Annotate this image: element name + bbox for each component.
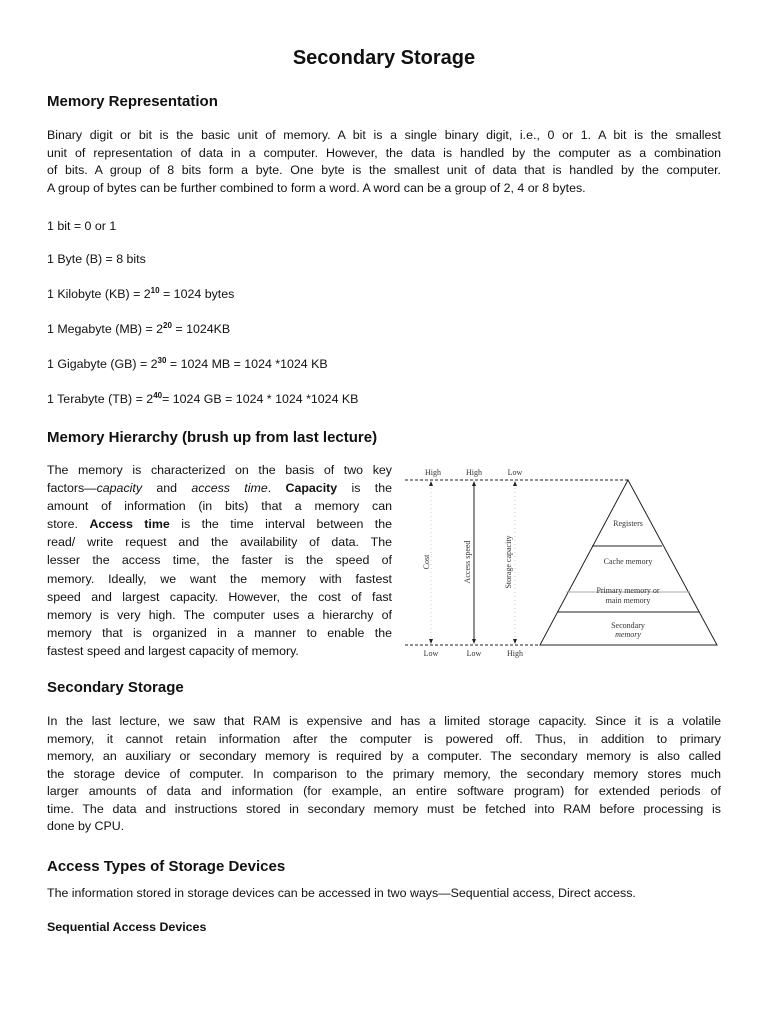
arrow-up-icon	[472, 481, 476, 486]
heading-memory-hierarchy: Memory Hierarchy (brush up from last lecture)	[47, 429, 378, 446]
heading-access-types: Access Types of Storage Devices	[47, 858, 286, 875]
text: store.	[47, 517, 90, 532]
exponent: 40	[153, 391, 163, 400]
level-registers: Registers	[613, 519, 643, 528]
text: = 1024 MB = 1024 *1024 KB	[166, 357, 328, 371]
axis-label-cost: Cost	[422, 554, 431, 570]
arrow-down-icon	[429, 639, 433, 644]
label-top: Low	[507, 468, 523, 477]
text-line: fastest speed and largest capacity of memory.	[47, 643, 299, 658]
text-line: memory that is organized in a manner to enable the	[47, 625, 392, 640]
text-line: memory, an auxiliary or secondary memory is required by a computer. The secondary memory is also called	[47, 749, 721, 763]
label-top: High	[425, 468, 441, 477]
label-bottom: High	[507, 649, 523, 658]
text-line: done by CPU.	[47, 819, 125, 833]
text-line: memory, it cannot retain information after the computer is powered off. Thus, in addition to primary	[47, 731, 721, 746]
arrow-up-icon	[513, 481, 517, 486]
text-line: The memory is characterized on the basis of two key	[47, 463, 392, 477]
axis-label-storage-capacity: Storage capacity	[504, 535, 513, 589]
text-italic: capacity	[96, 481, 143, 496]
exponent: 10	[150, 286, 160, 295]
text-line: unit of representation of data in a computer. However, the data is handled by the computer as a combination	[47, 145, 721, 160]
exponent: 30	[157, 356, 167, 365]
text: .	[267, 481, 286, 496]
text-line	[47, 479, 392, 497]
label-bottom: Low	[423, 649, 439, 658]
text: and	[142, 481, 192, 496]
text-line: time. The data and instructions stored in secondary memory must be fetched into RAM before processing is	[47, 801, 721, 816]
text: = 1024 GB = 1024 * 1024 *1024 KB	[162, 392, 359, 406]
text: is the	[337, 481, 393, 496]
page-title: Secondary Storage	[292, 47, 476, 69]
label-top: High	[466, 468, 482, 477]
text-line: A group of bytes can be further combined to form a word. A word can be a group of 2, 4 or 8 bytes.	[47, 180, 586, 195]
text: is the time interval between the	[169, 517, 393, 532]
memory-hierarchy-diagram	[400, 460, 740, 665]
level-primary: Primary memory or	[596, 586, 660, 595]
text-line: memory. Ideally, we want the memory with fastest	[47, 571, 392, 586]
text: 1 Kilobyte (KB) = 2	[47, 287, 151, 301]
text-bold: Access time	[89, 517, 170, 532]
heading-secondary-storage: Secondary Storage	[47, 679, 184, 696]
text-line: lesser the access time, the faster is the speed of	[47, 553, 392, 568]
level-secondary: Secondary	[611, 621, 645, 630]
text-line: Binary digit or bit is the basic unit of memory. A bit is a single binary digit, i.e., 0 or 1. A bit is the smallest	[47, 128, 721, 142]
heading-memory-representation: Memory Representation	[47, 93, 218, 110]
unit-definition	[47, 356, 328, 373]
unit-definition	[47, 321, 230, 338]
text-line	[47, 515, 392, 533]
level-primary: main memory	[605, 596, 651, 605]
text-line: In the last lecture, we saw that RAM is expensive and has a limited storage capacity. Since it is a volatile	[47, 714, 721, 728]
paragraph-memory-hierarchy	[47, 461, 392, 660]
arrow-down-icon	[513, 639, 517, 644]
text-line: the storage device of computer. In comparison to the primary memory, the secondary memory stores much	[47, 766, 721, 781]
text-line: of bits. A group of 8 bits form a byte. One byte is the smallest unit of data that is handled by the computer.	[47, 163, 721, 177]
text: 1 Terabyte (TB) = 2	[47, 392, 154, 406]
paragraph-memory-representation	[47, 127, 721, 197]
label-bottom: Low	[466, 649, 482, 658]
subheading-sequential-access: Sequential Access Devices	[47, 920, 207, 934]
text: 1 Gigabyte (GB) = 2	[47, 357, 158, 371]
paragraph-secondary-storage	[47, 713, 721, 836]
text: factors—	[47, 481, 97, 496]
arrow-down-icon	[472, 639, 476, 644]
text-line: amount of information (in bits) that a memory can	[47, 499, 392, 514]
arrow-up-icon	[429, 481, 433, 486]
text-line: speed and largest capacity. However, the cost of fast	[47, 589, 392, 604]
text: = 1024 bytes	[159, 287, 235, 301]
access-types-text: The information stored in storage devices can be accessed in two ways—Sequential access, Direct access.	[47, 886, 636, 900]
unit-definition	[47, 391, 358, 408]
text-line: larger amounts of data and information (for example, an entire software program) for extended periods of	[47, 784, 721, 798]
text: 1 bit = 0 or 1	[47, 219, 117, 233]
level-cache: Cache memory	[603, 557, 653, 566]
text: 1 Megabyte (MB) = 2	[47, 322, 164, 336]
axis-label-access-speed: Access speed	[463, 540, 472, 584]
text-line: memory is very high. The computer uses a hierarchy of	[47, 607, 392, 622]
unit-definition	[47, 251, 146, 268]
unit-definition	[47, 218, 116, 235]
level-secondary: memory	[615, 630, 641, 639]
text: = 1024KB	[171, 322, 231, 336]
unit-definition	[47, 286, 234, 303]
text-italic: access time	[191, 481, 268, 496]
text-bold: Capacity	[285, 481, 338, 496]
text-line: read/ write request and the availability of data. The	[47, 535, 392, 550]
exponent: 20	[163, 321, 172, 330]
text: 1 Byte (B) = 8 bits	[47, 252, 146, 266]
